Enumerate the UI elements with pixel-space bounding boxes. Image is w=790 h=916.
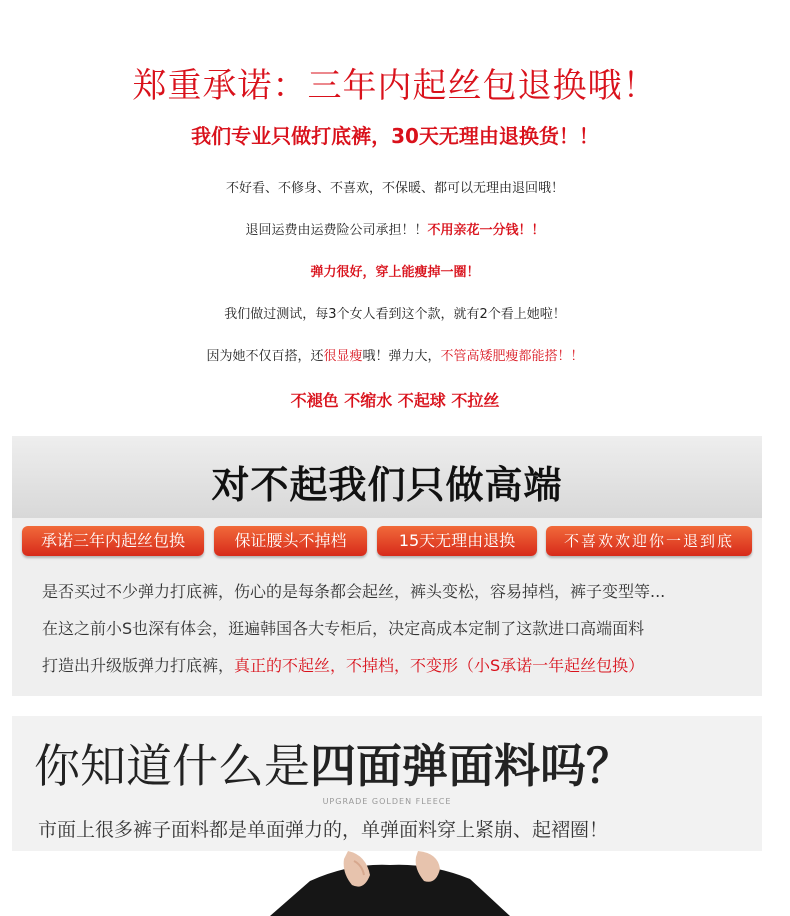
high-end-title: 对不起我们只做高端 (211, 463, 563, 507)
shipping-insurance-text: 退回运费由运费险公司承担！！ (245, 223, 428, 238)
versatility-text-a: 因为她不仅百搭，还 (206, 349, 324, 364)
shipping-insurance-line (0, 219, 790, 238)
high-end-text-1: 是否买过不少弹力打底裤，伤心的是每条都会起丝，裤头变松，容易掉档，裤子变型等... (42, 582, 666, 601)
four-way-stretch-title-bold: 四面弹面料吗？ (310, 739, 632, 793)
four-way-stretch-title (34, 730, 632, 796)
fabric-stretch-illustration (270, 851, 510, 916)
badge-waistband-guarantee: 保证腰头不掉档 (214, 526, 367, 556)
free-cost-text: 不用亲花一分钱！！ (427, 223, 545, 238)
product-photo (270, 851, 510, 916)
return-policy-line: 不好看、不修身、不喜欢，不保暖、都可以无理由退回哦！ (225, 181, 564, 196)
badge-return-welcome: 不喜欢欢迎你一退到底 (546, 526, 752, 556)
test-result-line: 我们做过测试，每3个女人看到这个款，就有2个看上她啦！ (224, 307, 566, 322)
high-end-text-3-red: 真正的不起丝，不掉档，不变形（小S承诺一年起丝包换） (234, 656, 645, 675)
badge-three-year-promise: 承诺三年内起丝包换 (22, 526, 204, 556)
four-way-stretch-description: 市面上很多裤子面料都是单面弹力的，单弹面料穿上紧崩、起褶圈！ (38, 819, 609, 841)
high-end-panel (12, 436, 762, 696)
features-line: 不褪色 不缩水 不起球 不拉丝 (290, 391, 500, 410)
high-end-text-2: 在这之前小S也深有体会，逛遍韩国各大专柜后，决定高成本定制了这款进口高端面料 (42, 619, 645, 638)
four-way-stretch-panel (12, 716, 762, 851)
high-end-text-3-black: 打造出升级版弹力打底裤， (42, 656, 235, 675)
fits-all-text: 不管高矮肥瘦都能搭！！ (440, 349, 584, 364)
badge-15-day-return: 15天无理由退换 (377, 526, 537, 556)
slimming-text: 很显瘦 (323, 349, 363, 364)
promise-subtitle: 我们专业只做打底裤，30天无理由退换货！！ (191, 124, 599, 148)
golden-fleece-caption: UPGRADE GOLDEN FLEECE (322, 797, 452, 806)
four-way-stretch-title-thin: 你知道什么是 (34, 739, 310, 793)
promise-title: 郑重承诺：三年内起丝包退换哦！ (132, 66, 658, 106)
elasticity-line: 弹力很好，穿上能瘦掉一圈！ (310, 265, 480, 280)
versatility-line (0, 345, 790, 364)
high-end-text-3 (42, 653, 644, 676)
versatility-text-c: 哦！弹力大， (362, 349, 441, 364)
